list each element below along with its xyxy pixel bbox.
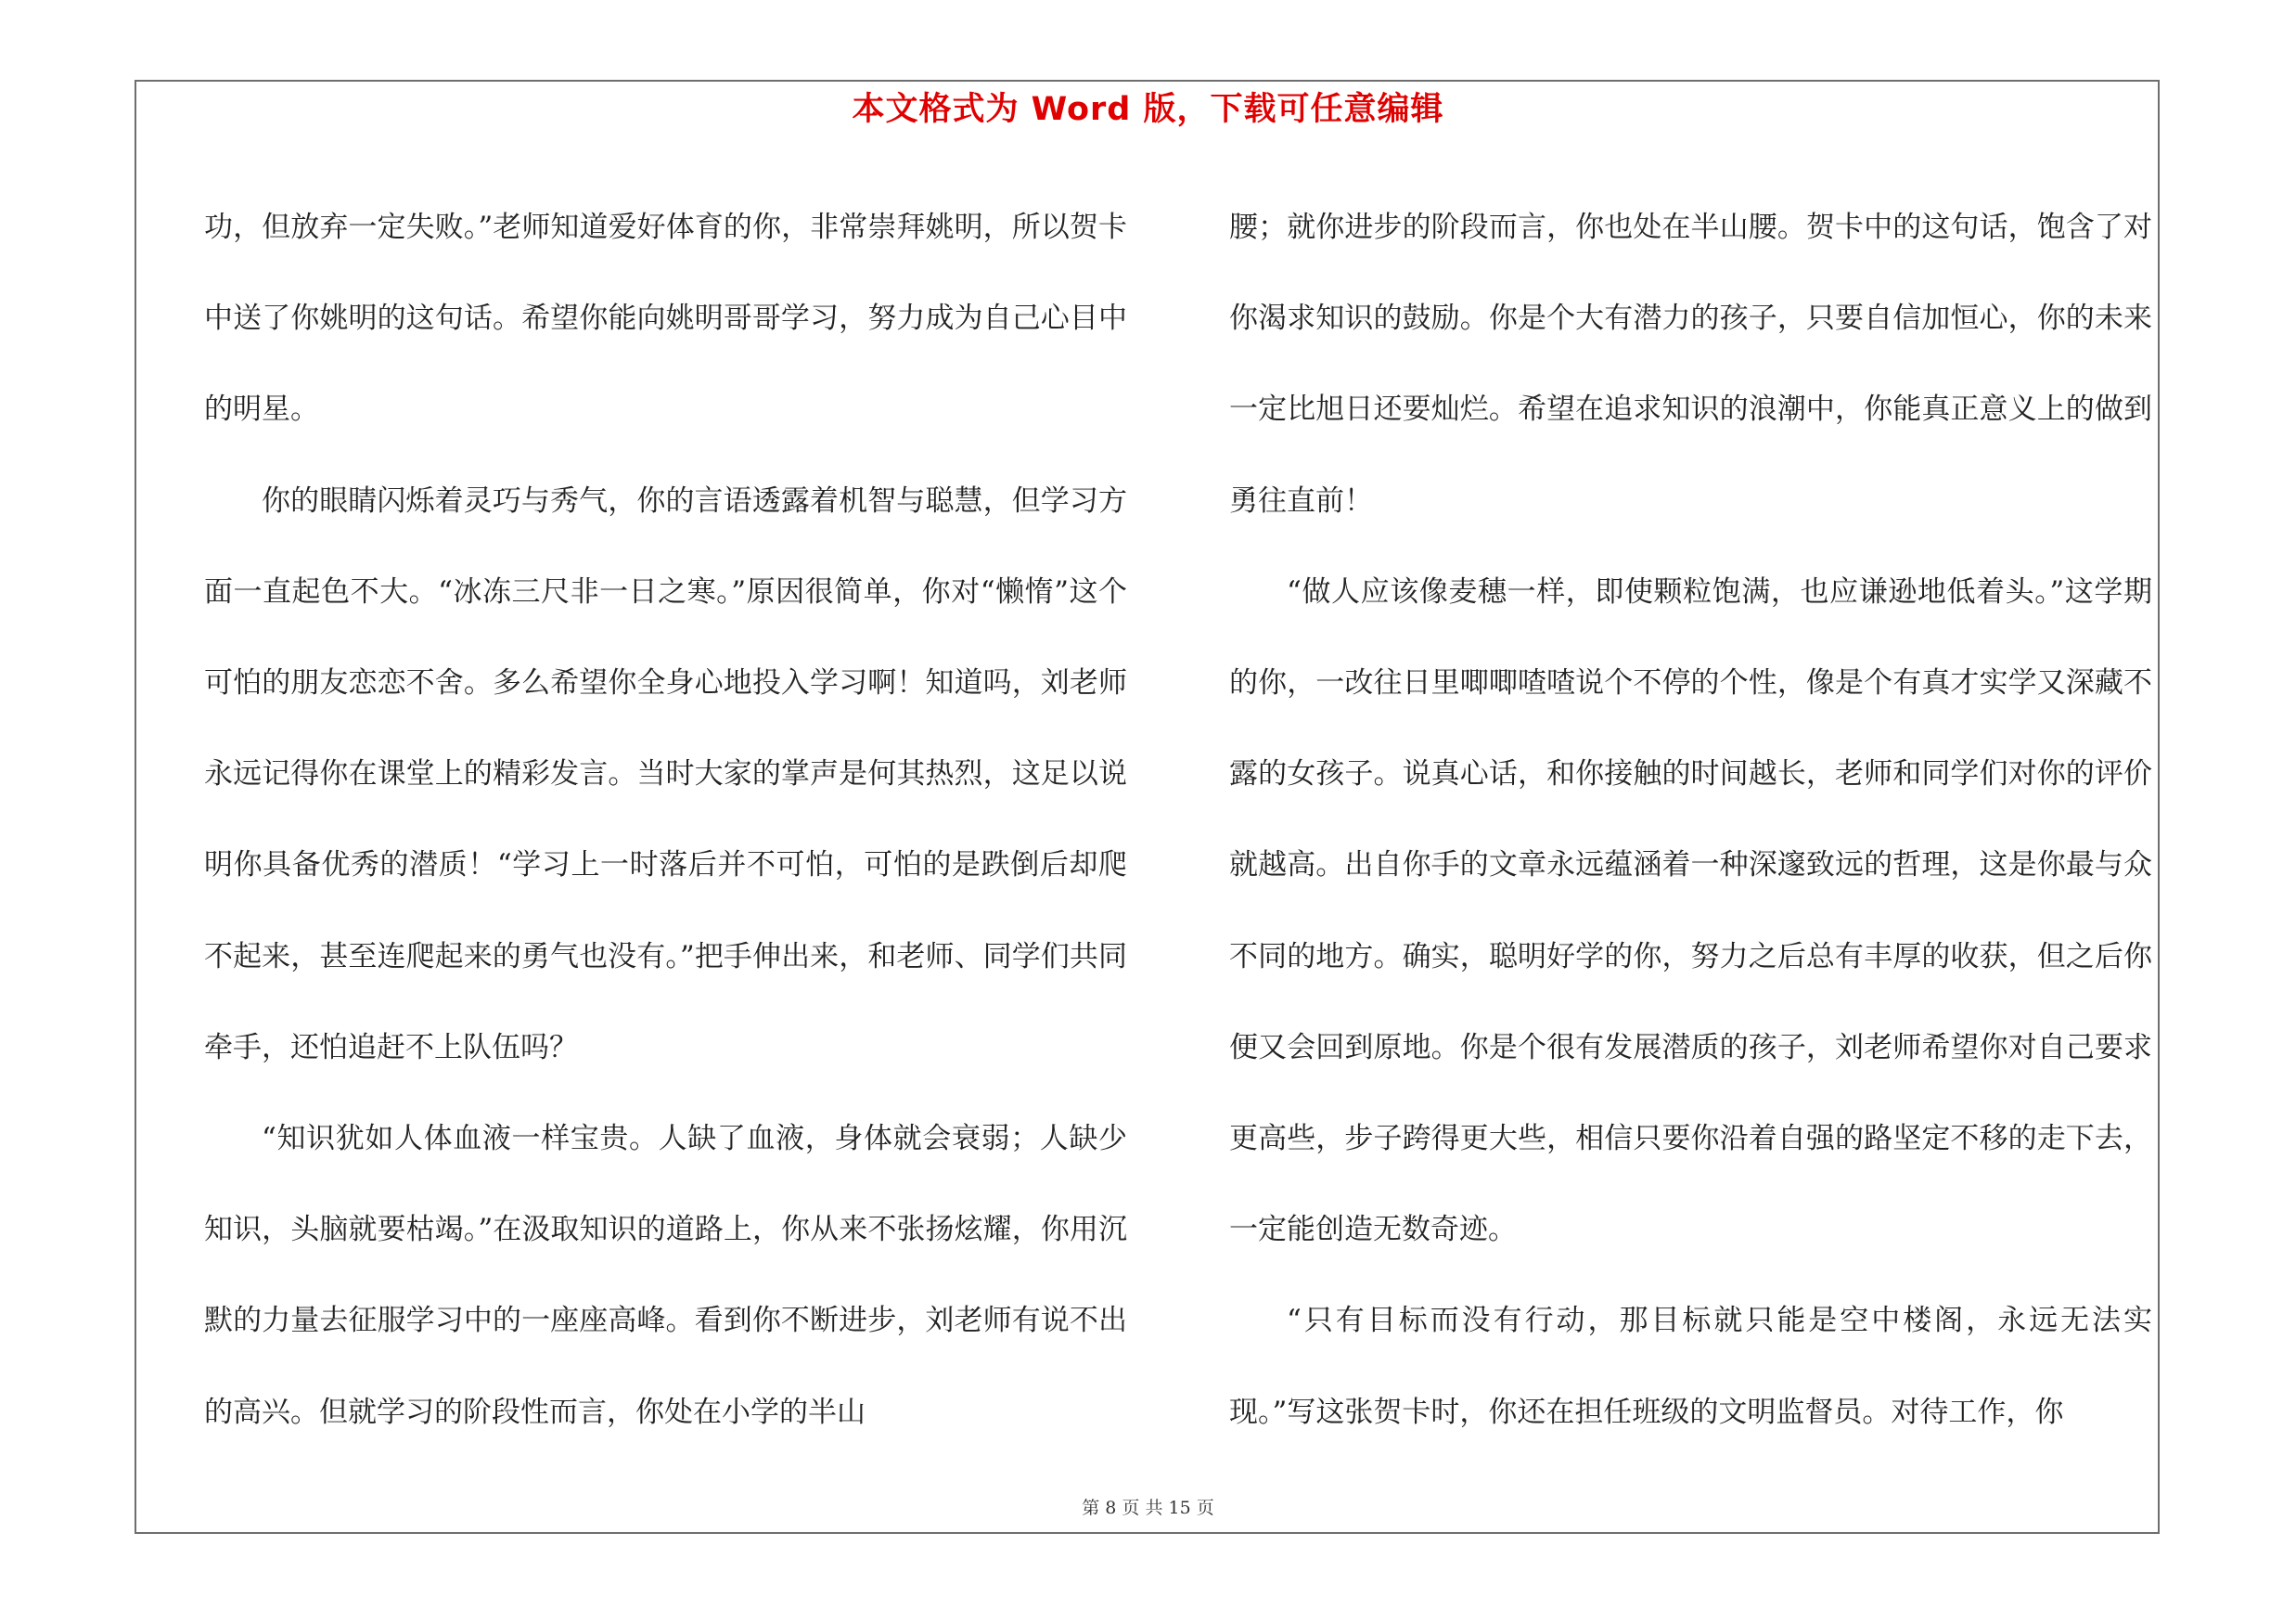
page-number: 第 8 页 共 15 页 xyxy=(1082,1498,1214,1518)
paragraph: 你的眼睛闪烁着灵巧与秀气，你的言语透露着机智与聪慧，但学习方面一直起色不大。“冰冻三尺非一日之寒。”原因很简单，你对“懒惰”这个可怕的朋友恋恋不舍。多么希望你全身心地投入学习啊！知道吗，刘老师永远记得你在课堂上的精彩发言。当时大家的掌声是何其热烈，这足以说明你具备优秀的潜质！“学习上一时落后并不可怕，可怕的是跌倒后却爬不起来，甚至连爬起来的勇气也没有。”把手伸出来，和老师、同学们共同牵手，还怕追赶不上队伍吗？ xyxy=(204,483,1127,1064)
paragraph: 功，但放弃一定失败。”老师知道爱好体育的你，非常崇拜姚明，所以贺卡中送了你姚明的这句话。希望你能向姚明哥哥学习，努力成为自己心目中的明星。 xyxy=(204,211,1127,427)
paragraph: “知识犹如人体血液一样宝贵。人缺了血液，身体就会衰弱；人缺少知识，头脑就要枯竭。”在汲取知识的道路上，你从来不张扬炫耀，你用沉默的力量去征服学习中的一座座高峰。看到你不断进步，刘老师有说不出的高兴。但就学习的阶段性而言，你处在小学的半山 xyxy=(204,1122,1127,1429)
paragraph: 腰；就你进步的阶段而言，你也处在半山腰。贺卡中的这句话，饱含了对你渴求知识的鼓励。你是个大有潜力的孩子，只要自信加恒心，你的未来一定比旭日还要灿烂。希望在追求知识的浪潮中，你能真正意义上的做到勇往直前！ xyxy=(1229,211,2152,518)
header-banner: 本文格式为 Word 版，下载可任意编辑 xyxy=(852,91,1444,128)
left-column xyxy=(204,182,1127,1458)
paragraph: “做人应该像麦穗一样，即使颗粒饱满，也应谦逊地低着头。”这学期的你，一改往日里唧唧喳喳说个不停的个性，像是个有真才实学又深藏不露的女孩子。说真心话，和你接触的时间越长，老师和同学们对你的评价就越高。出自你手的文章永远蕴涵着一种深邃致远的哲理，这是你最与众不同的地方。确实，聪明好学的你，努力之后总有丰厚的收获，但之后你便又会回到原地。你是个很有发展潜质的孩子，刘老师希望你对自己要求更高些，步子跨得更大些，相信只要你沿着自强的路坚定不移的走下去，一定能创造无数奇迹。 xyxy=(1229,574,2152,1247)
paragraph: “只有目标而没有行动，那目标就只能是空中楼阁，永远无法实现。”写这张贺卡时，你还在担任班级的文明监督员。对待工作，你 xyxy=(1229,1304,2152,1429)
right-column xyxy=(1229,182,2152,1458)
